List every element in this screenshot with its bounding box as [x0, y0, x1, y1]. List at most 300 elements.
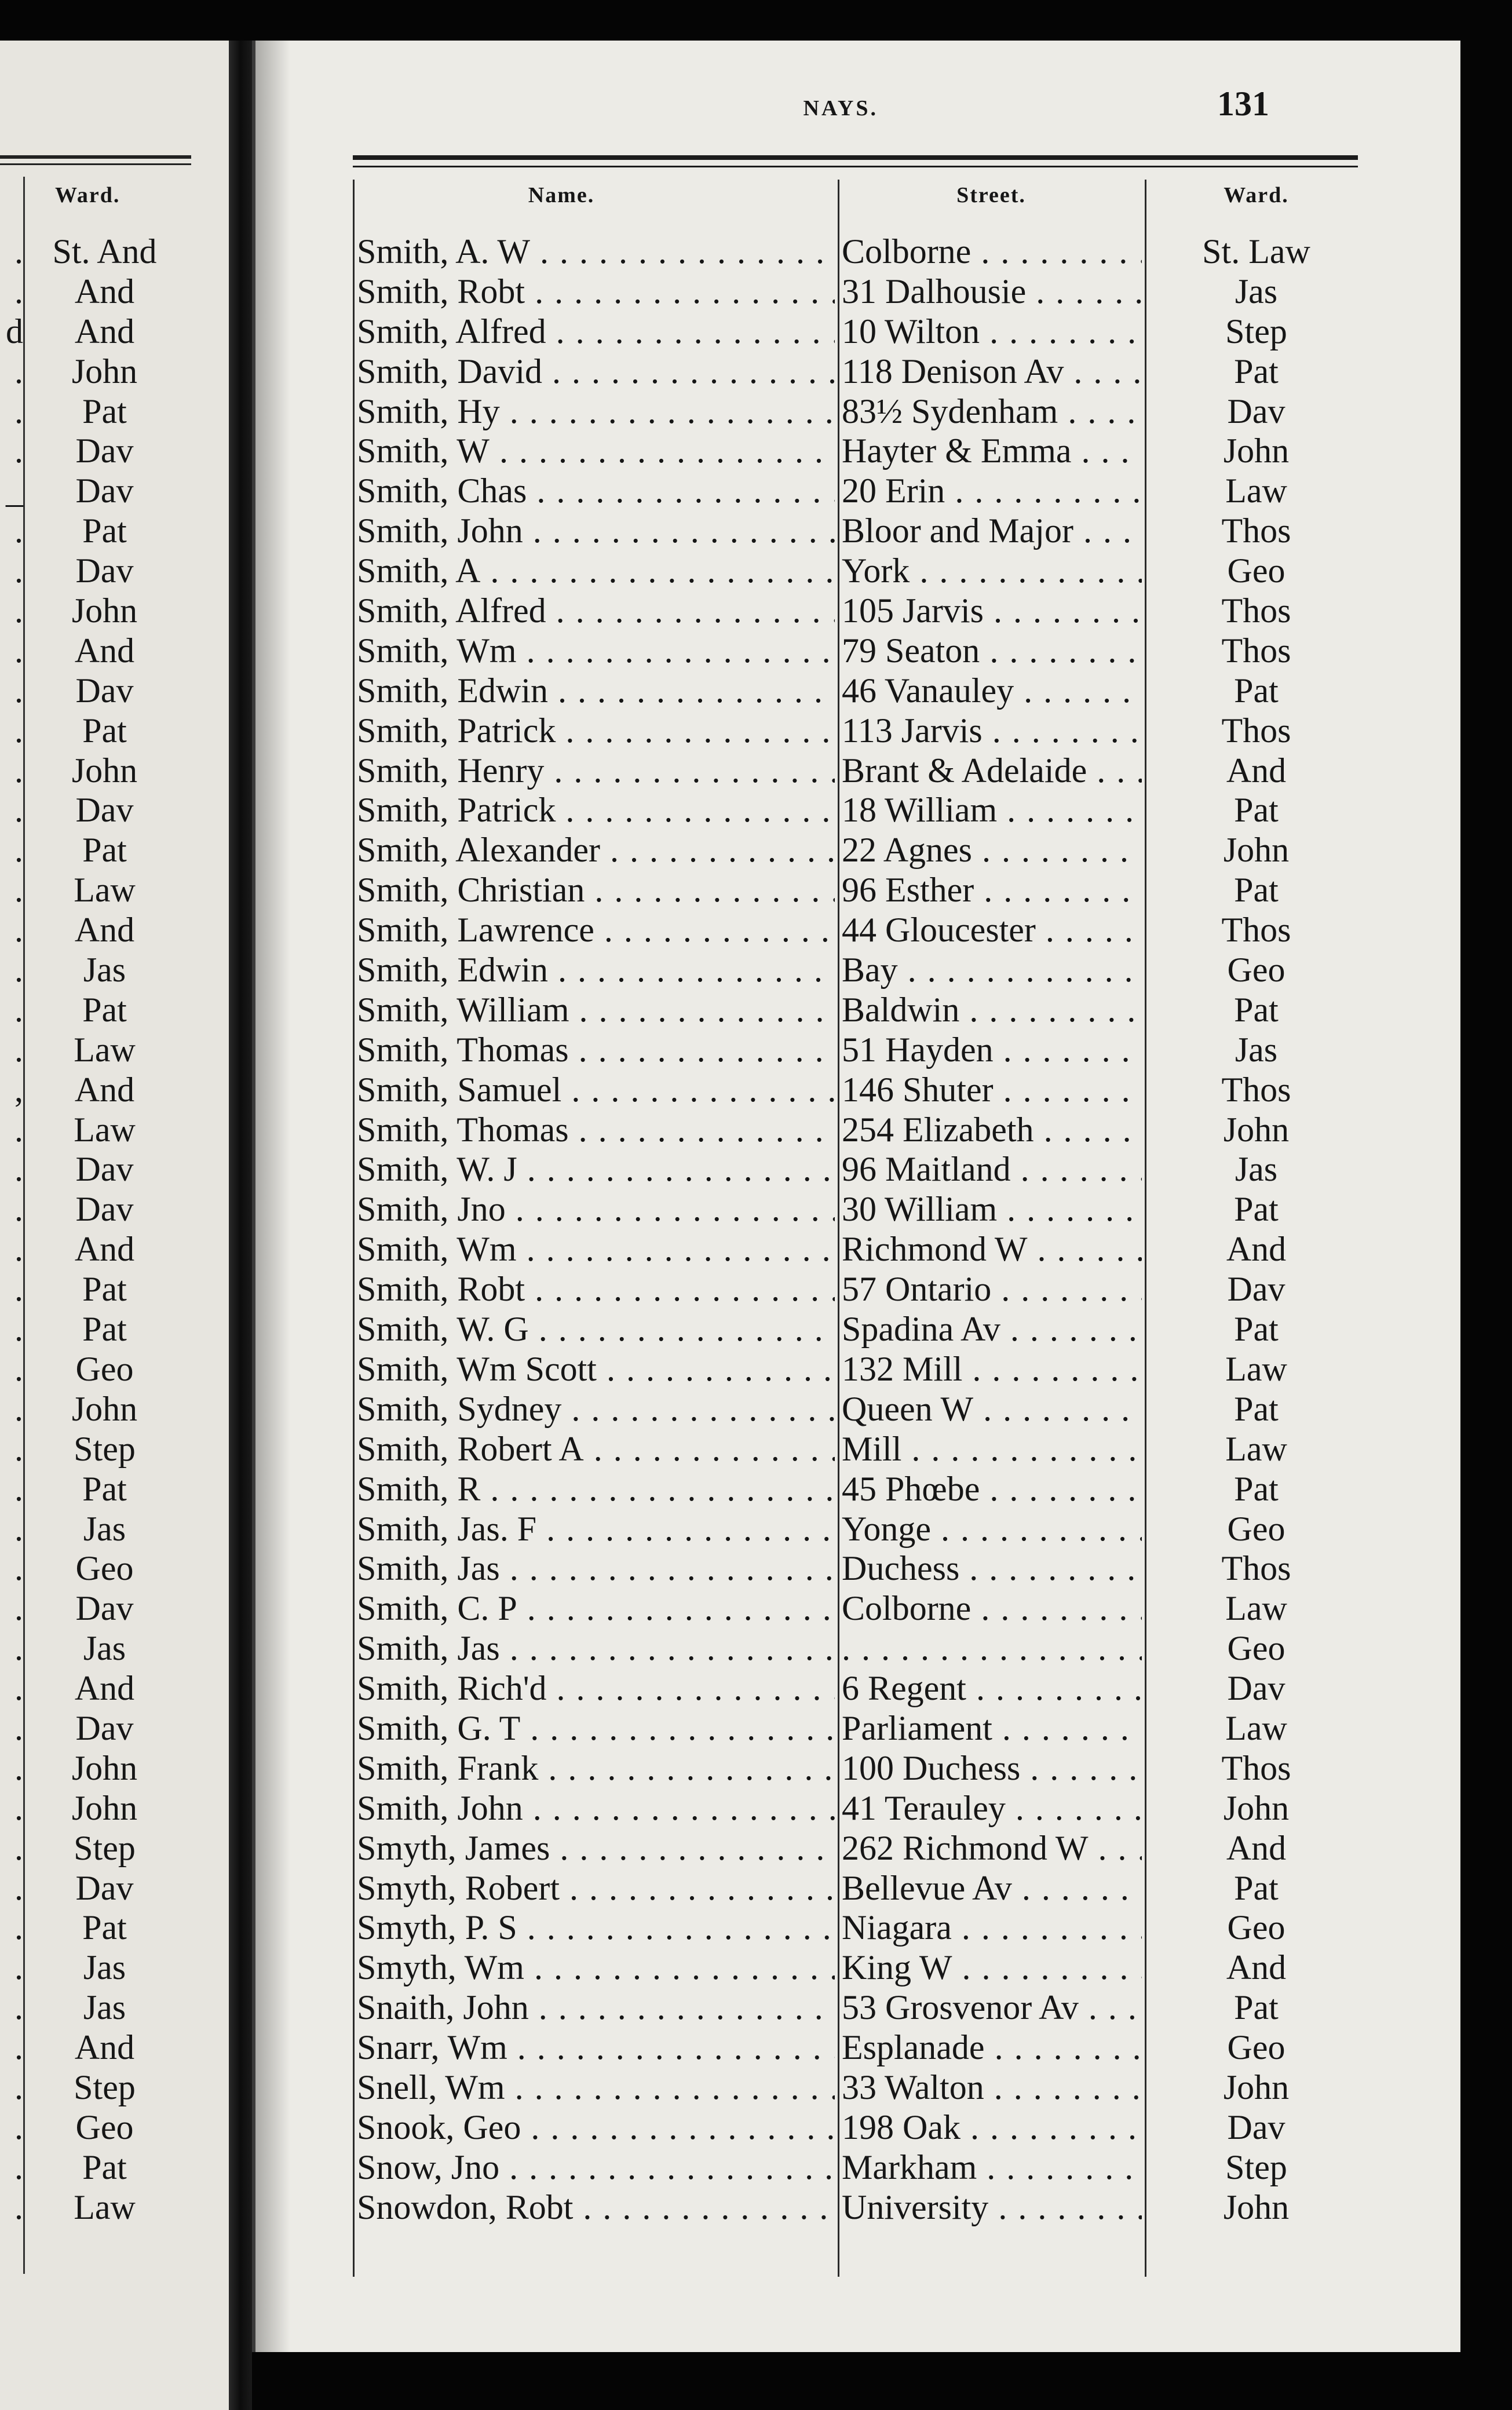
left-page-ward: And	[74, 1669, 135, 1708]
voter-entry	[255, 1988, 1460, 2028]
left-page-fragment-char: .	[14, 911, 23, 950]
left-page-row	[0, 830, 185, 870]
left-page-fragment-char: .	[14, 552, 23, 590]
voter-name: Smith, G. T . . .	[357, 1708, 835, 1748]
left-page-row	[0, 272, 185, 312]
voter-entry	[255, 352, 1460, 392]
left-page-fragment-char: .	[14, 871, 23, 910]
left-page-fragment-char: .	[14, 1708, 23, 1747]
voter-street: 6 Regent . . .	[842, 1668, 1142, 1708]
voter-street: 146 Shuter . . .	[842, 1070, 1142, 1110]
voter-ward: Dav	[1227, 1270, 1285, 1309]
left-page-fragment-char: .	[14, 2188, 23, 2226]
voter-ward: And	[1226, 751, 1287, 790]
left-page-row	[0, 1868, 185, 1908]
voter-name: Smith, Alfred . . .	[357, 591, 835, 631]
left-page-row	[0, 751, 185, 791]
voter-name: Smyth, James . . .	[357, 1828, 835, 1868]
left-page-ward: Geo	[75, 1349, 134, 1388]
left-page-ward: John	[71, 591, 138, 630]
left-page-row	[0, 1030, 185, 1070]
left-page-fragment	[0, 41, 229, 2410]
left-page-row	[0, 870, 185, 910]
voter-name: Smith, Robert A . . .	[357, 1429, 835, 1469]
voter-ward: Law	[1225, 1429, 1287, 1468]
voter-street: 46 Vanauley . . .	[842, 671, 1142, 711]
voter-street: Richmond W . . .	[842, 1229, 1142, 1269]
voter-ward: Law	[1225, 1589, 1287, 1628]
voter-entry	[255, 950, 1460, 990]
left-page-ward: Step	[74, 1828, 136, 1867]
left-page-fragment-char: .	[14, 1748, 23, 1787]
left-page-row	[0, 2108, 185, 2148]
left-page-ward: And	[74, 272, 135, 311]
left-page-row	[0, 790, 185, 830]
left-page-row	[0, 1110, 185, 1150]
page-number: 131	[1217, 85, 1269, 123]
left-page-fragment-char: .	[14, 831, 23, 870]
voter-entry	[255, 2068, 1460, 2108]
voter-name: Snarr, Wm . . .	[357, 2028, 835, 2068]
left-page-ward: Pat	[82, 711, 127, 750]
voter-ward: Pat	[1234, 671, 1279, 710]
left-page-fragment-char: .	[14, 392, 23, 430]
left-page-row	[0, 1429, 185, 1469]
voter-entry	[255, 1070, 1460, 1110]
left-page-ward: Jas	[83, 1988, 126, 2027]
voter-street: Brant & Adelaide . . .	[842, 751, 1142, 791]
voter-entry	[255, 1509, 1460, 1549]
voter-name: Snook, Geo . . .	[357, 2108, 835, 2148]
voter-street: 96 Esther . . .	[842, 870, 1142, 910]
voter-name: Smith, Robt . . .	[357, 272, 835, 312]
voter-street: 45 Phœbe . . .	[842, 1469, 1142, 1509]
voter-ward: Thos	[1221, 1549, 1291, 1588]
voter-ward: St. Law	[1202, 232, 1310, 271]
voter-name: Smith, W . . .	[357, 431, 835, 471]
voter-entry	[255, 870, 1460, 910]
left-page-row	[0, 1229, 185, 1269]
left-page-ward: Jas	[83, 951, 126, 989]
voter-ward: Thos	[1221, 631, 1291, 670]
left-page-ward: Dav	[75, 552, 134, 590]
left-page-ward: John	[71, 1748, 138, 1787]
voter-street: York . . .	[842, 551, 1142, 591]
voter-list	[255, 232, 1460, 2228]
left-page-ward: Dav	[75, 1589, 134, 1628]
left-page-fragment-char: .	[14, 751, 23, 790]
left-page-row	[0, 1389, 185, 1429]
voter-entry	[255, 1708, 1460, 1748]
left-page-ward: Law	[74, 871, 136, 910]
left-page-fragment-char: .	[14, 1589, 23, 1628]
left-page-ward: Pat	[82, 512, 127, 550]
voter-entry	[255, 2188, 1460, 2228]
voter-name: Smith, Chas . . .	[357, 471, 835, 511]
left-page-fragment-char: .	[14, 1988, 23, 2027]
voter-entry	[255, 711, 1460, 751]
voter-street: Bay . . .	[842, 950, 1142, 990]
left-page-fragment-char: .	[14, 1908, 23, 1947]
voter-street: 118 Denison Av . . .	[842, 352, 1142, 392]
left-page-fragment-char: .	[14, 1270, 23, 1309]
voter-ward: Step	[1225, 2148, 1287, 2186]
voter-entry	[255, 830, 1460, 870]
left-page-ward: And	[74, 1070, 135, 1109]
left-page-row	[0, 1469, 185, 1509]
left-page-row	[0, 312, 185, 352]
voter-entry	[255, 232, 1460, 272]
left-page-ward: Dav	[75, 1868, 134, 1907]
voter-entry	[255, 631, 1460, 671]
voter-entry	[255, 751, 1460, 791]
left-page-fragment-char: .	[14, 990, 23, 1029]
voter-street: 132 Mill . . .	[842, 1349, 1142, 1389]
left-page-ward-list	[0, 232, 185, 2228]
voter-street: King W . . .	[842, 1948, 1142, 1988]
left-page-ward: John	[71, 1389, 138, 1428]
voter-entry	[255, 1748, 1460, 1788]
voter-entry	[255, 431, 1460, 471]
left-page-row	[0, 1149, 185, 1189]
voter-street: 96 Maitland . . .	[842, 1149, 1142, 1189]
voter-entry	[255, 551, 1460, 591]
left-page-row	[0, 2148, 185, 2188]
voter-street: 31 Dalhousie . . .	[842, 272, 1142, 312]
voter-ward: John	[1223, 1788, 1290, 1827]
left-page-ward: Pat	[82, 1310, 127, 1349]
left-page-ward: Pat	[82, 990, 127, 1029]
left-page-fragment-char: .	[14, 272, 23, 311]
left-page-row	[0, 1589, 185, 1628]
left-page-row	[0, 1628, 185, 1668]
left-page-fragment-char: .	[14, 1310, 23, 1349]
left-page-ward: St. And	[52, 232, 157, 271]
left-page-row	[0, 2068, 185, 2108]
voter-entry	[255, 1189, 1460, 1229]
voter-ward: John	[1223, 2188, 1290, 2226]
left-page-fragment-char: .	[14, 1868, 23, 1907]
left-page-fragment-char: d	[6, 312, 23, 350]
voter-name: Smith, Henry . . .	[357, 751, 835, 791]
voter-name: Smith, Hy . . .	[357, 392, 835, 432]
voter-name: Smith, John . . .	[357, 1788, 835, 1828]
voter-name: Smith, Sydney . . .	[357, 1389, 835, 1429]
voter-entry	[255, 1349, 1460, 1389]
left-page-fragment-char: .	[14, 1788, 23, 1827]
voter-ward: Geo	[1227, 951, 1285, 989]
left-page-row	[0, 1988, 185, 2028]
left-page-fragment-char: .	[14, 1828, 23, 1867]
voter-entry	[255, 1788, 1460, 1828]
left-page-ward: Pat	[82, 1469, 127, 1508]
left-page-fragment-char: .	[14, 1349, 23, 1388]
left-page-fragment-char: .	[14, 1469, 23, 1508]
left-page-ward: Dav	[75, 791, 134, 830]
voter-street: 83½ Sydenham . . .	[842, 392, 1142, 432]
left-page-fragment-char: .	[14, 1509, 23, 1548]
left-page-fragment-char: .	[14, 1190, 23, 1229]
voter-entry	[255, 392, 1460, 432]
book-spine	[229, 41, 252, 2410]
voter-name: Smith, Alexander . . .	[357, 830, 835, 870]
voter-street: Bloor and Major . . .	[842, 511, 1142, 551]
voter-street: Queen W . . .	[842, 1389, 1142, 1429]
left-page-row	[0, 591, 185, 631]
voter-name: Snaith, John . . .	[357, 1988, 835, 2028]
left-page-ward: Jas	[83, 1948, 126, 1987]
voter-street: 262 Richmond W . . .	[842, 1828, 1142, 1868]
voter-entry	[255, 1948, 1460, 1988]
voter-entry	[255, 1389, 1460, 1429]
voter-name: Smith, A . . .	[357, 551, 835, 591]
voter-street: 113 Jarvis . . .	[842, 711, 1142, 751]
voter-street: 33 Walton . . .	[842, 2068, 1142, 2108]
voter-street: 53 Grosvenor Av . . .	[842, 1988, 1142, 2028]
left-page-row	[0, 471, 185, 511]
voter-name: Smith, Wm . . .	[357, 631, 835, 671]
left-page-ward: John	[71, 1788, 138, 1827]
voter-entry	[255, 1628, 1460, 1668]
left-page-fragment-char: .	[14, 631, 23, 670]
left-page-fragment-char: .	[14, 1150, 23, 1189]
left-page-fragment-char: .	[14, 2148, 23, 2186]
voter-name: Smith, Edwin . . .	[357, 671, 835, 711]
left-page-fragment-char: .	[14, 1030, 23, 1069]
left-page-row	[0, 950, 185, 990]
left-page-row	[0, 352, 185, 392]
voter-entry	[255, 591, 1460, 631]
left-page-ward: Pat	[82, 1908, 127, 1947]
left-page-fragment-char: .	[14, 352, 23, 390]
left-page-row	[0, 1908, 185, 1948]
voter-entry	[255, 2148, 1460, 2188]
voter-ward: Geo	[1227, 1509, 1285, 1548]
left-page-row	[0, 392, 185, 432]
voter-entry	[255, 1589, 1460, 1628]
left-page-ward: And	[74, 911, 135, 950]
left-page-fragment-char: .	[14, 951, 23, 989]
left-page-ward: Geo	[75, 1549, 134, 1588]
left-page-fragment-char: .	[14, 1549, 23, 1588]
left-page-row	[0, 711, 185, 751]
left-page-fragment-char: ,	[14, 1070, 23, 1109]
left-page-ward: Step	[74, 2068, 136, 2106]
voter-ward: Thos	[1221, 711, 1291, 750]
left-page-ward: John	[71, 751, 138, 790]
left-page-ward: And	[74, 312, 135, 350]
voter-entry	[255, 1269, 1460, 1309]
left-page-fragment-char: .	[14, 1429, 23, 1468]
voter-street: Mill . . .	[842, 1429, 1142, 1469]
voter-street: 105 Jarvis . . .	[842, 591, 1142, 631]
left-page-row	[0, 1828, 185, 1868]
voter-street: 10 Wilton . . .	[842, 312, 1142, 352]
left-page-ward: Pat	[82, 1270, 127, 1309]
voter-name: Smith, David . . .	[357, 352, 835, 392]
voter-entry	[255, 1149, 1460, 1189]
header-rule-thick	[353, 155, 1358, 160]
voter-name: Smith, C. P . . .	[357, 1589, 835, 1628]
voter-entry	[255, 272, 1460, 312]
left-page-fragment-char: .	[14, 2108, 23, 2146]
voter-ward: Geo	[1227, 1629, 1285, 1668]
voter-name: Smyth, Wm . . .	[357, 1948, 835, 1988]
left-page-row	[0, 1349, 185, 1389]
voter-name: Smith, A. W . . .	[357, 232, 835, 272]
voter-ward: Pat	[1234, 1310, 1279, 1349]
voter-name: Smith, Thomas . . .	[357, 1030, 835, 1070]
voter-entry	[255, 1868, 1460, 1908]
left-page-ward: Geo	[75, 2108, 134, 2146]
voter-name: Smith, Edwin . . .	[357, 950, 835, 990]
voter-entry	[255, 990, 1460, 1030]
voter-street: Duchess . . .	[842, 1549, 1142, 1589]
left-page-ward: Pat	[82, 2148, 127, 2186]
voter-name: Smith, Jas . . .	[357, 1549, 835, 1589]
left-page-ward: Dav	[75, 1190, 134, 1229]
voter-name: Smith, Jas . . .	[357, 1628, 835, 1668]
left-page-row	[0, 1788, 185, 1828]
left-page-ward: Dav	[75, 432, 134, 470]
voter-ward: And	[1226, 1948, 1287, 1987]
voter-ward: And	[1226, 1828, 1287, 1867]
voter-name: Snow, Jno . . .	[357, 2148, 835, 2188]
voter-ward: Pat	[1234, 1389, 1279, 1428]
voter-street: 30 William . . .	[842, 1189, 1142, 1229]
left-page-fragment-char: .	[14, 1110, 23, 1149]
left-page-ward: Law	[74, 1030, 136, 1069]
left-page-ward: Dav	[75, 1150, 134, 1189]
left-page-row	[0, 551, 185, 591]
voter-name: Smith, Christian . . .	[357, 870, 835, 910]
voter-street: 41 Terauley . . .	[842, 1788, 1142, 1828]
voter-ward: Geo	[1227, 552, 1285, 590]
voter-name: Smith, Samuel . . .	[357, 1070, 835, 1110]
voter-street: 100 Duchess . . .	[842, 1748, 1142, 1788]
voter-name: Smith, Wm Scott . . .	[357, 1349, 835, 1389]
left-page-ward: Law	[74, 1110, 136, 1149]
voter-street	[842, 1628, 1142, 1668]
voter-street: Markham . . .	[842, 2148, 1142, 2188]
left-page-row	[0, 1269, 185, 1309]
street-column-header: Street.	[956, 183, 1026, 207]
voter-name: Smith, Rich'd . . .	[357, 1668, 835, 1708]
left-page-row	[0, 1309, 185, 1349]
left-page-ward: And	[74, 1230, 135, 1269]
voter-name: Smith, Patrick . . .	[357, 711, 835, 751]
left-page-fragment-char: .	[14, 1230, 23, 1269]
left-page-row	[0, 232, 185, 272]
voter-entry	[255, 1469, 1460, 1509]
voter-street: 20 Erin . . .	[842, 471, 1142, 511]
voter-street: 18 William . . .	[842, 790, 1142, 830]
voter-ward: And	[1226, 1230, 1287, 1269]
voter-entry	[255, 511, 1460, 551]
voter-street: Esplanade . . .	[842, 2028, 1142, 2068]
voter-name: Smith, Frank . . .	[357, 1748, 835, 1788]
voter-name: Smith, W. G . . .	[357, 1309, 835, 1349]
voter-ward: Step	[1225, 312, 1287, 350]
voter-entry	[255, 2108, 1460, 2148]
left-page-ward-header: Ward.	[55, 183, 120, 207]
left-page-fragment-char: .	[14, 711, 23, 750]
left-page-fragment-char: .	[14, 232, 23, 271]
left-page-row	[0, 1070, 185, 1110]
left-page-row	[0, 1509, 185, 1549]
left-page-ward: Dav	[75, 1708, 134, 1747]
left-page-fragment-char: .	[14, 1389, 23, 1428]
voter-street: 51 Hayden . . .	[842, 1030, 1142, 1070]
left-page-row	[0, 1668, 185, 1708]
left-page-ward: John	[71, 352, 138, 390]
voter-street: Colborne . . .	[842, 232, 1142, 272]
left-page-fragment-char: .	[14, 1629, 23, 1668]
left-page-row	[0, 910, 185, 950]
voter-ward: Pat	[1234, 990, 1279, 1029]
voter-name: Smith, Patrick . . .	[357, 790, 835, 830]
left-page-fragment-char: .	[14, 2068, 23, 2106]
voter-entry	[255, 1828, 1460, 1868]
voter-ward: Thos	[1221, 1070, 1291, 1109]
voter-name: Snowdon, Robt . . .	[357, 2188, 835, 2228]
voter-street: 79 Seaton . . .	[842, 631, 1142, 671]
voter-entry	[255, 1110, 1460, 1150]
left-page-fragment-char: .	[14, 791, 23, 830]
voter-ward: Pat	[1234, 871, 1279, 910]
voter-ward: Thos	[1221, 591, 1291, 630]
left-page-ward: Dav	[75, 472, 134, 510]
voter-ward: Pat	[1234, 1190, 1279, 1229]
left-page-ward: And	[74, 2028, 135, 2067]
header-rule-thin	[353, 166, 1358, 167]
voter-ward: Jas	[1235, 1150, 1278, 1189]
voter-name: Smith, William . . .	[357, 990, 835, 1030]
voter-ward: Law	[1225, 472, 1287, 510]
left-page-ward: Pat	[82, 392, 127, 430]
voter-name: Snell, Wm . . .	[357, 2068, 835, 2108]
voter-street: University . . .	[842, 2188, 1142, 2228]
voter-name: Smith, Wm . . .	[357, 1229, 835, 1269]
left-page-ward: Jas	[83, 1629, 126, 1668]
voter-street: Spadina Av . . .	[842, 1309, 1142, 1349]
left-page-rule	[0, 155, 191, 159]
voter-name: Smith, W. J . . .	[357, 1149, 835, 1189]
left-page-fragment-char: .	[14, 1669, 23, 1708]
left-page-rule-thin	[0, 163, 191, 165]
voter-ward: Dav	[1227, 392, 1285, 430]
voter-street: Parliament . . .	[842, 1708, 1142, 1748]
voter-entry	[255, 910, 1460, 950]
voter-street: Bellevue Av . . .	[842, 1868, 1142, 1908]
left-page-row	[0, 990, 185, 1030]
left-page-ward: Step	[74, 1429, 136, 1468]
voter-ward: Pat	[1234, 1469, 1279, 1508]
voter-ward: John	[1223, 2068, 1290, 2106]
voter-name: Smith, R . . .	[357, 1469, 835, 1509]
voter-street: Colborne . . .	[842, 1589, 1142, 1628]
voter-ward: Pat	[1234, 791, 1279, 830]
left-page-ward: Pat	[82, 831, 127, 870]
voter-ward: Law	[1225, 1349, 1287, 1388]
voter-ward: Dav	[1227, 2108, 1285, 2146]
voter-ward: Pat	[1234, 352, 1279, 390]
nays-page	[252, 41, 1460, 2352]
voter-name: Smith, Alfred . . .	[357, 312, 835, 352]
left-page-ward: And	[74, 631, 135, 670]
left-page-row	[0, 1708, 185, 1748]
voter-street: 44 Gloucester . . .	[842, 910, 1142, 950]
